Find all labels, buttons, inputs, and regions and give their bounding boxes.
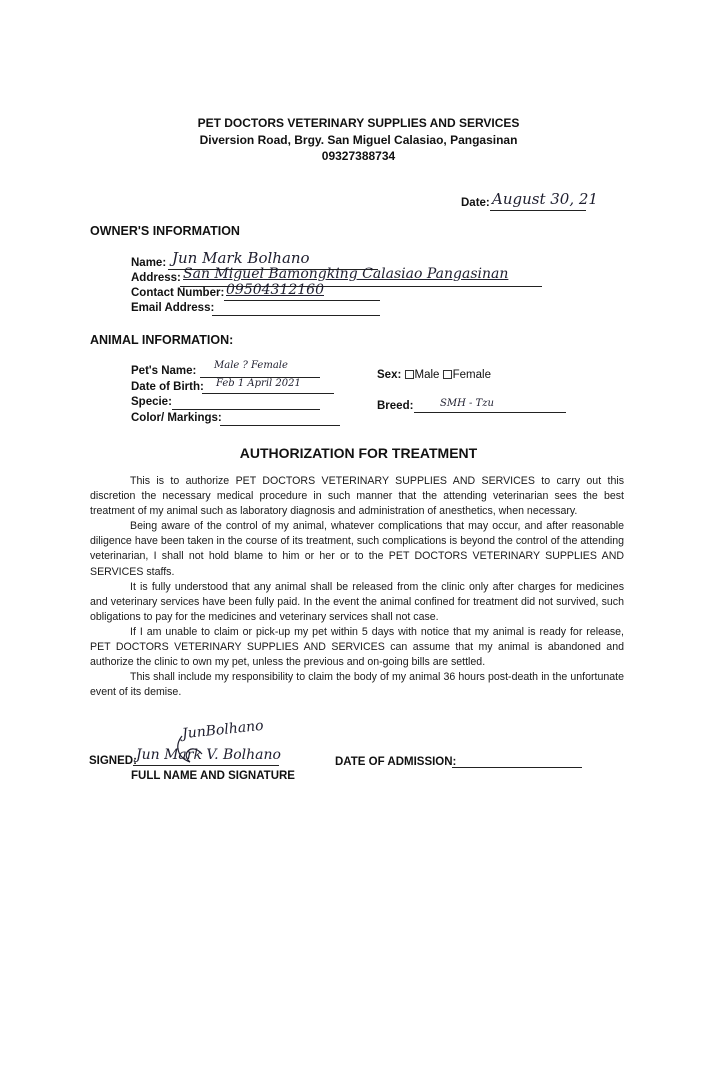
owner-contact-line	[224, 300, 380, 301]
authorization-body	[90, 474, 624, 700]
signed-value: Jun Mark V. Bolhano	[136, 747, 281, 763]
business-phone: 09327388734	[321, 149, 396, 163]
business-address: Diversion Road, Brgy. San Miguel Calasiao, Pangasinan	[199, 133, 518, 147]
authorization-paragraph: This shall include my responsibility to claim the body of my animal 36 hours post-death in the unfortunate event of its demise.	[90, 671, 624, 699]
owner-contact-label: Contact Number:	[131, 287, 225, 299]
sex-field	[377, 369, 491, 381]
owner-name-label: Name:	[131, 257, 167, 269]
breed-value: SMH - Tzu	[440, 398, 494, 409]
breed-label: Breed:	[377, 400, 414, 412]
owner-address-label: Address:	[131, 272, 181, 284]
specie-line	[172, 409, 320, 410]
pet-name-value: Male ? Female	[214, 360, 288, 371]
owner-email-label: Email Address:	[131, 302, 215, 314]
signed-label: SIGNED:	[89, 755, 137, 767]
authorization-title: AUTHORIZATION FOR TREATMENT	[239, 445, 478, 461]
signed-line	[133, 765, 279, 766]
sex-female-label: Female	[452, 369, 491, 381]
admission-date-label: DATE OF ADMISSION:	[335, 756, 457, 768]
color-markings-line	[220, 425, 340, 426]
color-markings-label: Color/ Markings:	[131, 412, 222, 424]
authorization-paragraph: If I am unable to claim or pick-up my pet within 5 days with notice that my animal is ready for release, PET DOCTORS VETERINARY SUPPLIES AND SERVICES can assume that my animal is abandoned and authorize the clinic to own my pet, unless the previous and on-going bills are settled.	[90, 625, 624, 669]
date-value: August 30, 21	[492, 190, 598, 208]
signature-scribble: JunBolhano	[181, 717, 265, 743]
signature-caption: FULL NAME AND SIGNATURE	[131, 770, 295, 782]
admission-date-line	[452, 767, 582, 768]
owner-contact-value: 09504312160	[226, 282, 324, 298]
authorization-paragraph: Being aware of the control of my animal, whatever complications that may occur, and after reasonable diligence have been taken in the course of its treatment, such complications is beyond the control of the attending veterinarian, I shall not hold blame to him or her or to the PET DOCTORS VETERINARY SUPPLIES AND SERVICES staffs.	[90, 520, 624, 578]
animal-section-title: ANIMAL INFORMATION:	[90, 333, 234, 347]
sex-female-checkbox[interactable]	[443, 370, 452, 379]
authorization-paragraph: This is to authorize PET DOCTORS VETERINARY SUPPLIES AND SERVICES to carry out this discretion the necessary medical procedure in such manner that the attending veterinarian sees the best treatment of my animal such as laboratory diagnosis and administration of anesthetics, when necessary.	[90, 475, 624, 518]
dob-value: Feb 1 April 2021	[216, 378, 301, 389]
business-name: PET DOCTORS VETERINARY SUPPLIES AND SERVICES	[197, 116, 520, 130]
breed-line	[414, 412, 566, 413]
owner-address-value: San Miguel Bamongking Calasiao Pangasinan	[183, 266, 509, 282]
date-label: Date:	[461, 197, 490, 209]
dob-label: Date of Birth:	[131, 381, 204, 393]
sex-male-label: Male	[414, 369, 440, 381]
sex-male-checkbox[interactable]	[405, 370, 414, 379]
owner-section-title: OWNER'S INFORMATION	[90, 224, 240, 238]
owner-email-line	[212, 315, 380, 316]
sex-label: Sex:	[377, 369, 402, 381]
date-line	[490, 210, 586, 211]
specie-label: Specie:	[131, 396, 172, 408]
owner-name-value: Jun Mark Bolhano	[172, 249, 310, 267]
dob-line	[202, 393, 334, 394]
pet-name-label: Pet's Name:	[131, 365, 197, 377]
authorization-paragraph: It is fully understood that any animal shall be released from the clinic only after charges for medicines and veterinary services have been fully paid. In the event the animal confined for treatment did not survived, such obligations to pay for the medicines and veterinary services shall not case.	[90, 580, 624, 623]
